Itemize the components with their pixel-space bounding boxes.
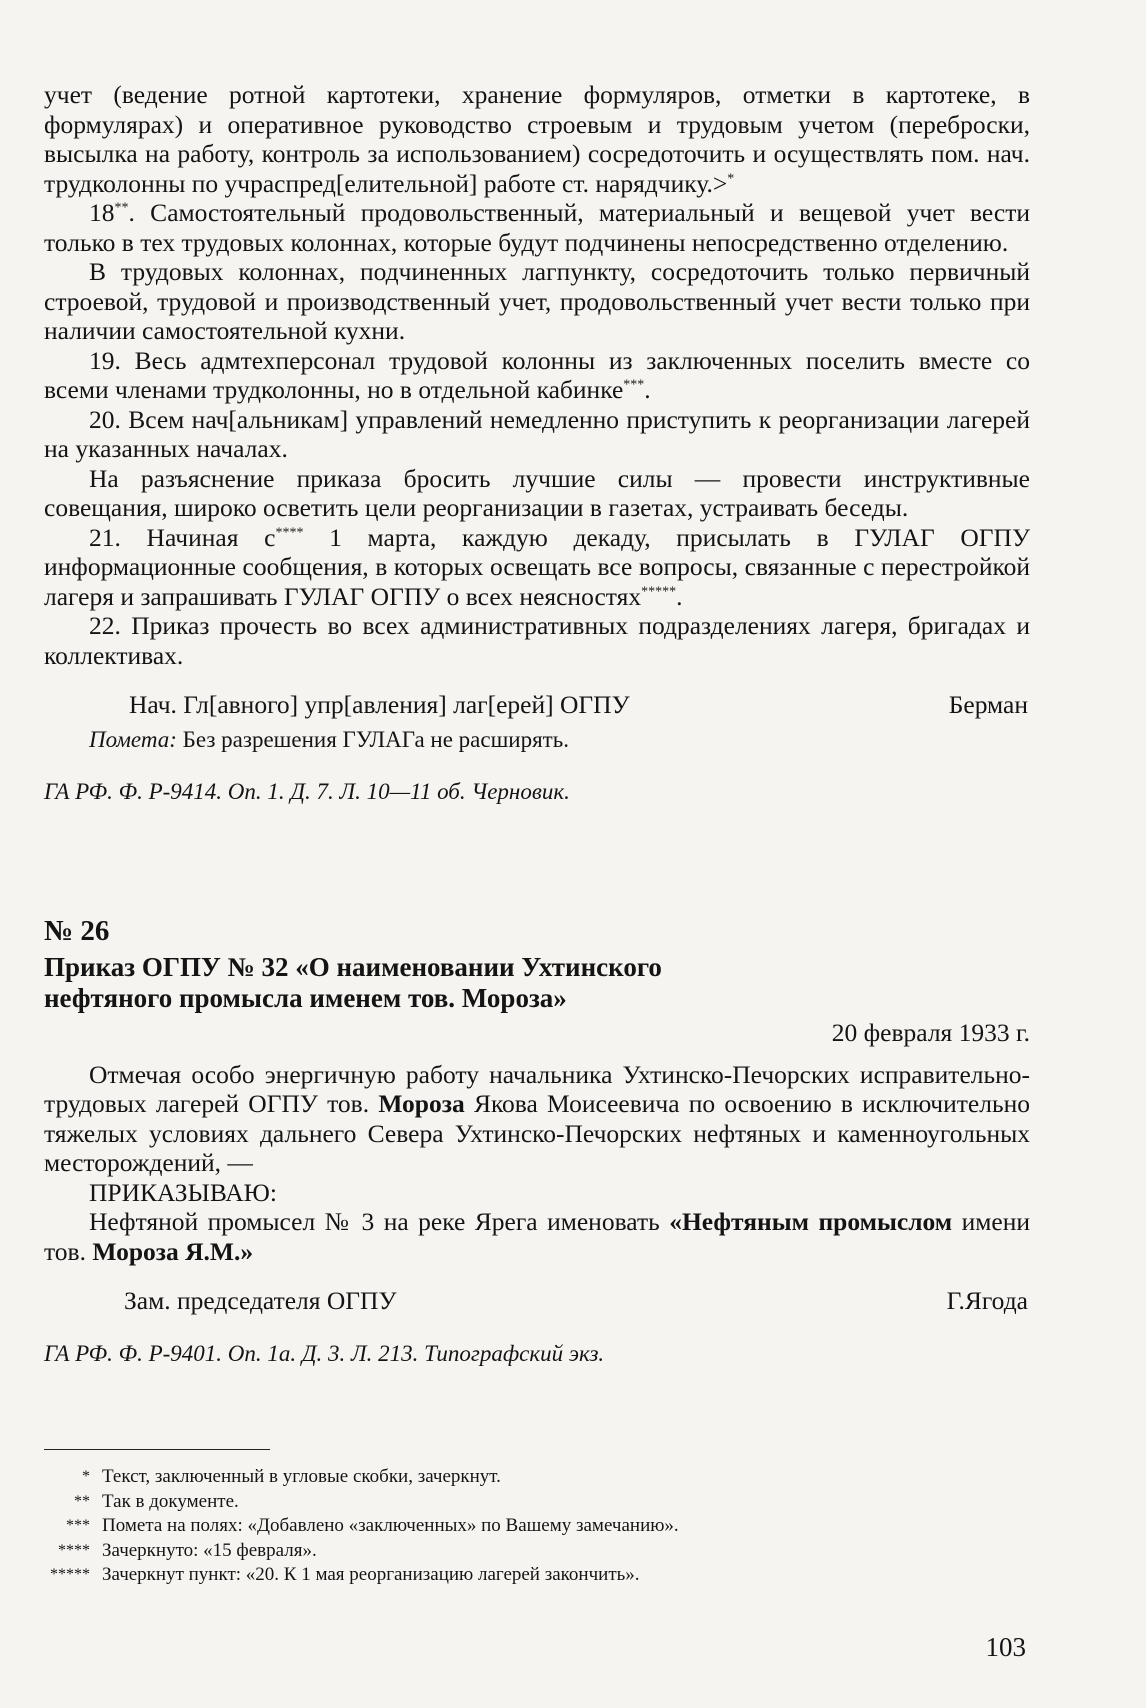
signature-berman: Нач. Гл[авного] упр[авления] лаг[ерей] ОГПУ Берман xyxy=(129,690,1028,719)
footnote-item: ** Так в документе. xyxy=(74,1490,239,1512)
document-26 xyxy=(44,914,1030,1368)
order-word: ПРИКАЗЫВАЮ: xyxy=(89,1177,277,1207)
document-date: 20 февраля 1933 г. xyxy=(831,1018,1030,1047)
paragraph-preamble: Отмечая особо энергичную работу начальника Ухтинско-Печорских исправительно-трудовых лагерей ОГПУ тов. Мороза Якова Моисеевича по освоению в исключительно тяжелых условиях дальнего Севера Ухтинско-Печорских нефтяных и каменноугольных месторождений, — xyxy=(44,1059,1030,1177)
marginal-note: Помета: Без разрешения ГУЛАГа не расширять. xyxy=(89,726,569,752)
footnote-ref: * xyxy=(727,171,735,186)
paragraph-19: 19. Весь адмтехперсонал трудовой колонны из заключенных поселить вместе со всеми членами трудколонны, но в отдельной кабинке***. xyxy=(44,345,1030,404)
previous-order-continuation xyxy=(44,80,1030,806)
footnote-ref: ***** xyxy=(641,584,677,599)
footnote-item: **** Зачеркнуто: «15 февраля». xyxy=(58,1539,317,1561)
footnote-item: *** Помета на полях: «Добавлено «заключенных» по Вашему замечанию». xyxy=(66,1515,679,1536)
footnote-ref: *** xyxy=(623,377,645,393)
paragraph-17-end: учет (ведение ротной картотеки, хранение формуляров, отметки в картотеке, в формулярах) и оперативное руководство строевым и трудовым учетом (переброски, высылка на работу, контроль за использованием) сосредоточить и осуществлять пом. нач. трудколонны по учраспред[елительной] работе ст. нарядчику.>* xyxy=(44,80,1030,198)
footnotes xyxy=(40,1465,1026,1588)
paragraph-22: 22. Приказ прочесть во всех административных подразделениях лагеря, бригадах и коллективах. xyxy=(44,611,1030,670)
paragraph-18: 18**. Самостоятельный продовольственный, материальный и вещевой учет вести только в тех трудовых колоннах, которые будут подчинены непосредственно отделению. xyxy=(44,198,1030,257)
paragraph-order: Нефтяной промысел № 3 на реке Ярега именовать «Нефтяным промыслом имени тов. Мороза Я.М.» xyxy=(44,1207,1030,1266)
archive-reference: ГА РФ. Ф. Р-9414. Оп. 1. Д. 7. Л. 10—11 об. Черновик. xyxy=(44,778,570,804)
page-number: 103 xyxy=(985,1632,1026,1662)
paragraph-20: 20. Всем нач[альникам] управлений немедленно приступить к реорганизации лагерей на указанных началах. xyxy=(44,404,1030,463)
signature-yagoda: Зам. председателя ОГПУ Г.Ягода xyxy=(124,1286,1028,1315)
footnote-ref: **** xyxy=(275,525,304,540)
footnote-ref: ** xyxy=(114,200,129,216)
footnote-divider xyxy=(44,1449,270,1450)
paragraph-explanation: На разъяснение приказа бросить лучшие силы — провести инструктивные совещания, широко осветить цели реорганизации в газетах, устраивать беседы. xyxy=(44,463,1030,522)
archive-reference-26: ГА РФ. Ф. Р-9401. Оп. 1а. Д. 3. Л. 213. Типографский экз. xyxy=(44,1340,605,1366)
paragraph-18-cont: В трудовых колоннах, подчиненных лагпункту, сосредоточить только первичный строевой, трудовой и производственный учет, продовольственный учет вести только при наличии самостоятельной кухни. xyxy=(44,257,1030,345)
paragraph-21: 21. Начиная с**** 1 марта, каждую декаду, присылать в ГУЛАГ ОГПУ информационные сообщения, в которых освещать все вопросы, связанные с перестройкой лагеря и запрашивать ГУЛАГ ОГПУ о всех неясностях*****. xyxy=(44,522,1031,611)
footnote-item: ***** Зачеркнут пункт: «20. К 1 мая реорганизацию лагерей закончить». xyxy=(50,1564,640,1585)
document-title: Приказ ОГПУ № 32 «О наименовании Ухтинского нефтяного промысла именем тов. Мороза» xyxy=(44,952,662,1013)
document-number: № 26 xyxy=(44,915,110,947)
footnote-item: * Текст, заключенный в угловые скобки, зачеркнут. xyxy=(82,1466,501,1487)
